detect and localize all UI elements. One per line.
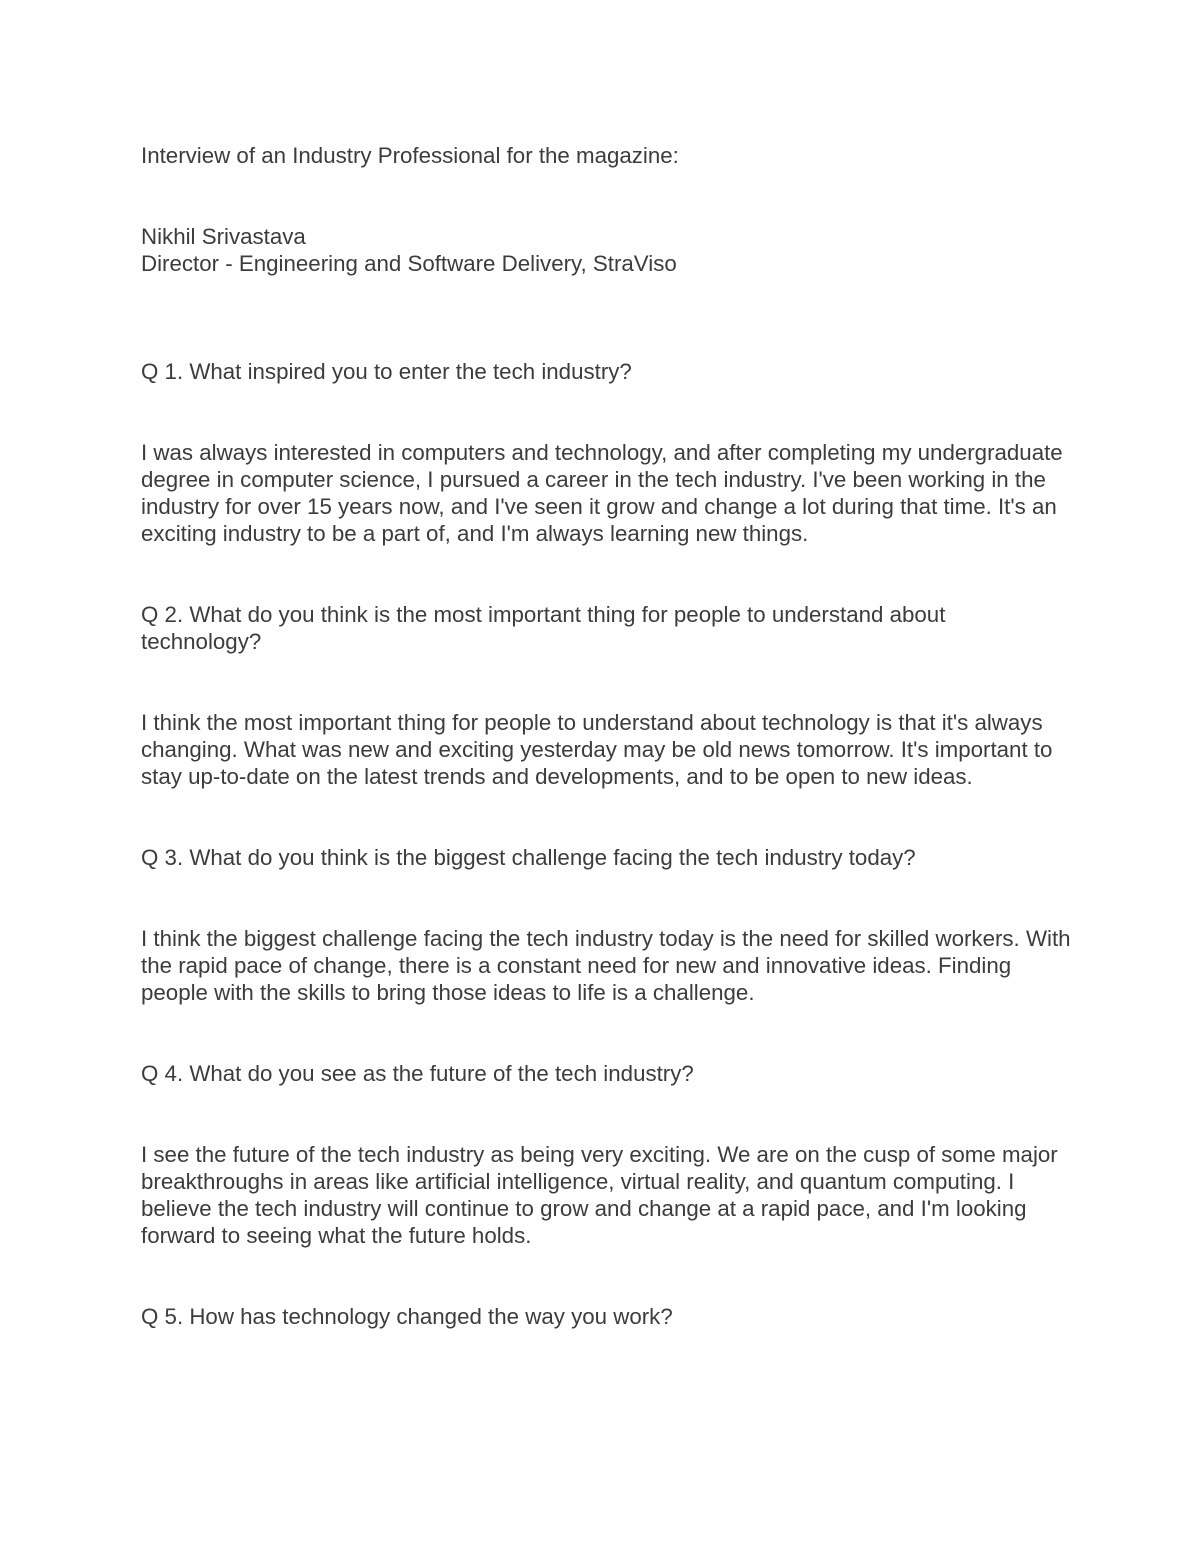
question-3: Q 3. What do you think is the biggest challenge facing the tech industry today? [141, 845, 916, 870]
answer-2: I think the most important thing for people to understand about technology is that it's always changing. What was new and exciting yesterday may be old news tomorrow. It's important to stay up-to-date on the latest trends and developments, and to be open to new ideas. [141, 710, 1053, 789]
question-5: Q 5. How has technology changed the way you work? [141, 1304, 673, 1329]
question-2: Q 2. What do you think is the most important thing for people to understand about technology? [141, 602, 946, 654]
document-title: Interview of an Industry Professional for the magazine: [141, 143, 679, 168]
author-name: Nikhil Srivastava [141, 224, 306, 249]
answer-1: I was always interested in computers and technology, and after completing my undergraduate degree in computer science, I pursued a career in the tech industry. I've been working in the industry for over 15 years now, and I've seen it grow and change a lot during that time. It's an exciting industry to be a part of, and I'm always learning new things. [141, 440, 1063, 546]
document-body [141, 142, 1071, 1330]
question-4: Q 4. What do you see as the future of the tech industry? [141, 1061, 694, 1086]
author-role: Director - Engineering and Software Delivery, StraViso [141, 251, 677, 276]
answer-4: I see the future of the tech industry as being very exciting. We are on the cusp of some major breakthroughs in areas like artificial intelligence, virtual reality, and quantum computing. I believe the tech industry will continue to grow and change at a rapid pace, and I'm looking forward to seeing what the future holds. [141, 1142, 1058, 1248]
question-1: Q 1. What inspired you to enter the tech industry? [141, 359, 632, 384]
answer-3: I think the biggest challenge facing the tech industry today is the need for skilled workers. With the rapid pace of change, there is a constant need for new and innovative ideas. Finding people with the skills to bring those ideas to life is a challenge. [141, 926, 1071, 1005]
